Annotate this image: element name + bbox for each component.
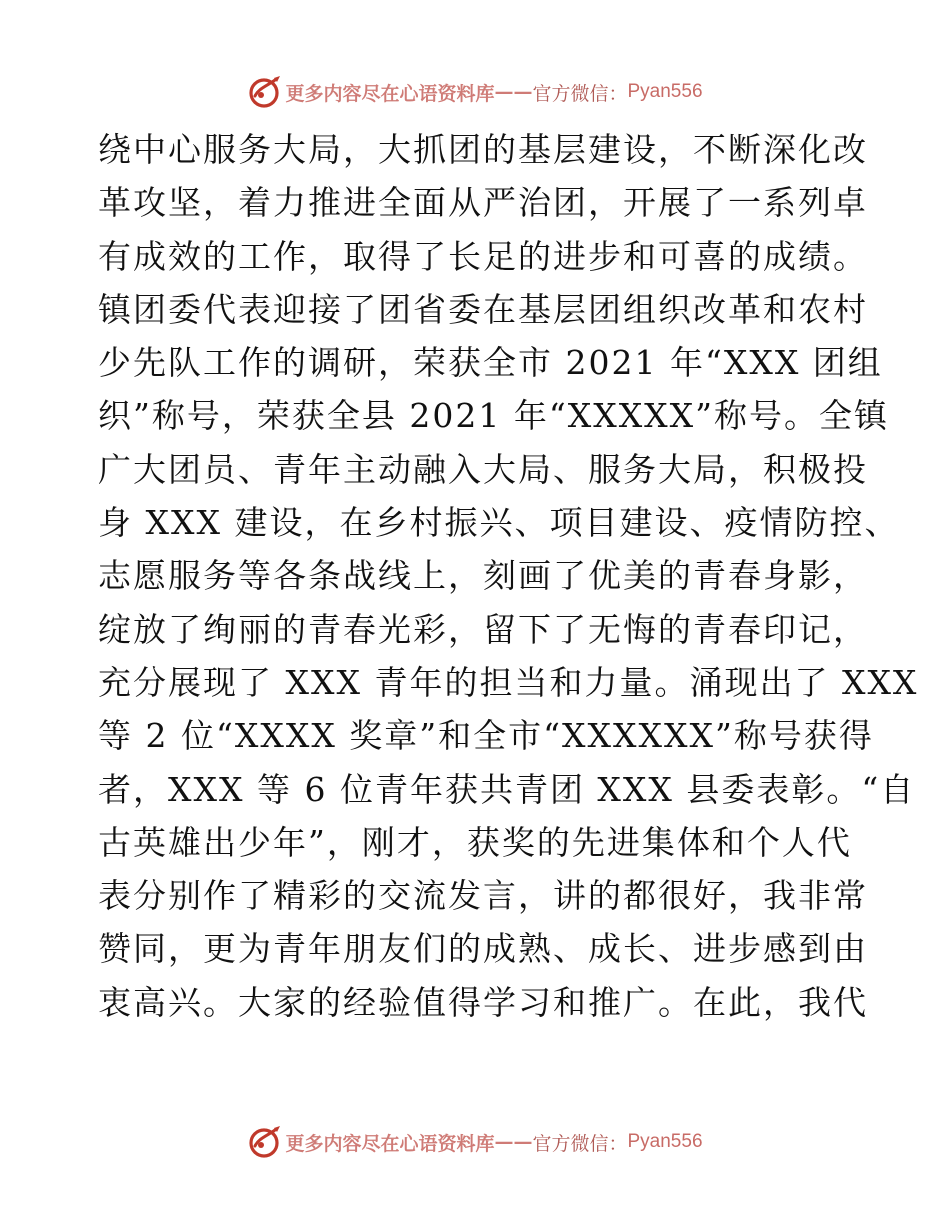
body-line: 革攻坚，着力推进全面从严治团，开展了一系列卓 (98, 183, 868, 223)
brand-logo-icon (247, 1124, 283, 1160)
body-line: 者，XXX 等 6 位青年获共青团 XXX 县委表彰。“自 (98, 769, 916, 809)
body-line: 有成效的工作，取得了长足的进步和可喜的成绩。 (98, 236, 868, 276)
body-line: 绽放了绚丽的青春光彩，留下了无悔的青春印记， (98, 609, 868, 649)
body-line: 充分展现了 XXX 青年的担当和力量。涌现出了 XXX (98, 662, 919, 702)
body-line: 古英雄出少年”，刚才，获奖的先进集体和个人代 (98, 822, 852, 862)
body-line: 镇团委代表迎接了团省委在基层团组织改革和农村 (98, 289, 868, 329)
banner-wechat-id: Pyan556 (627, 81, 703, 102)
body-line: 衷高兴。大家的经验值得学习和推广。在此，我代 (98, 982, 868, 1022)
banner-dash: —— (494, 1131, 533, 1153)
banner-wechat-id: Pyan556 (627, 1131, 703, 1152)
banner-site-text: 更多内容尽在心语资料库 (285, 82, 495, 105)
footer-banner (0, 1120, 950, 1164)
body-line: 广大团员、青年主动融入大局、服务大局，积极投 (98, 449, 868, 489)
body-line: 志愿服务等各条战线上，刻画了优美的青春身影， (98, 556, 868, 596)
body-line: 绕中心服务大局，大抓团的基层建设，不断深化改 (98, 130, 868, 169)
body-line: 身 XXX 建设，在乡村振兴、项目建设、疫情防控、 (98, 503, 900, 543)
header-banner (0, 70, 950, 114)
banner-site-text: 更多内容尽在心语资料库 (285, 1132, 495, 1155)
body-paragraph (98, 123, 919, 1029)
body-line: 少先队工作的调研，荣获全市 2021 年“XXX 团组 (98, 343, 883, 383)
banner-dash: —— (494, 81, 533, 103)
brand-logo-icon (247, 74, 283, 110)
body-line: 赞同，更为青年朋友们的成熟、成长、进步感到由 (98, 929, 868, 969)
body-line: 织”称号，荣获全县 2021 年“XXXXX”称号。全镇 (98, 396, 890, 436)
banner-wechat-label: 官方微信： (532, 82, 628, 105)
body-line: 表分别作了精彩的交流发言，讲的都很好，我非常 (98, 876, 868, 916)
body-line: 等 2 位“XXXX 奖章”和全市“XXXXXX”称号获得 (98, 716, 874, 756)
banner-wechat-label: 官方微信： (532, 1132, 628, 1155)
